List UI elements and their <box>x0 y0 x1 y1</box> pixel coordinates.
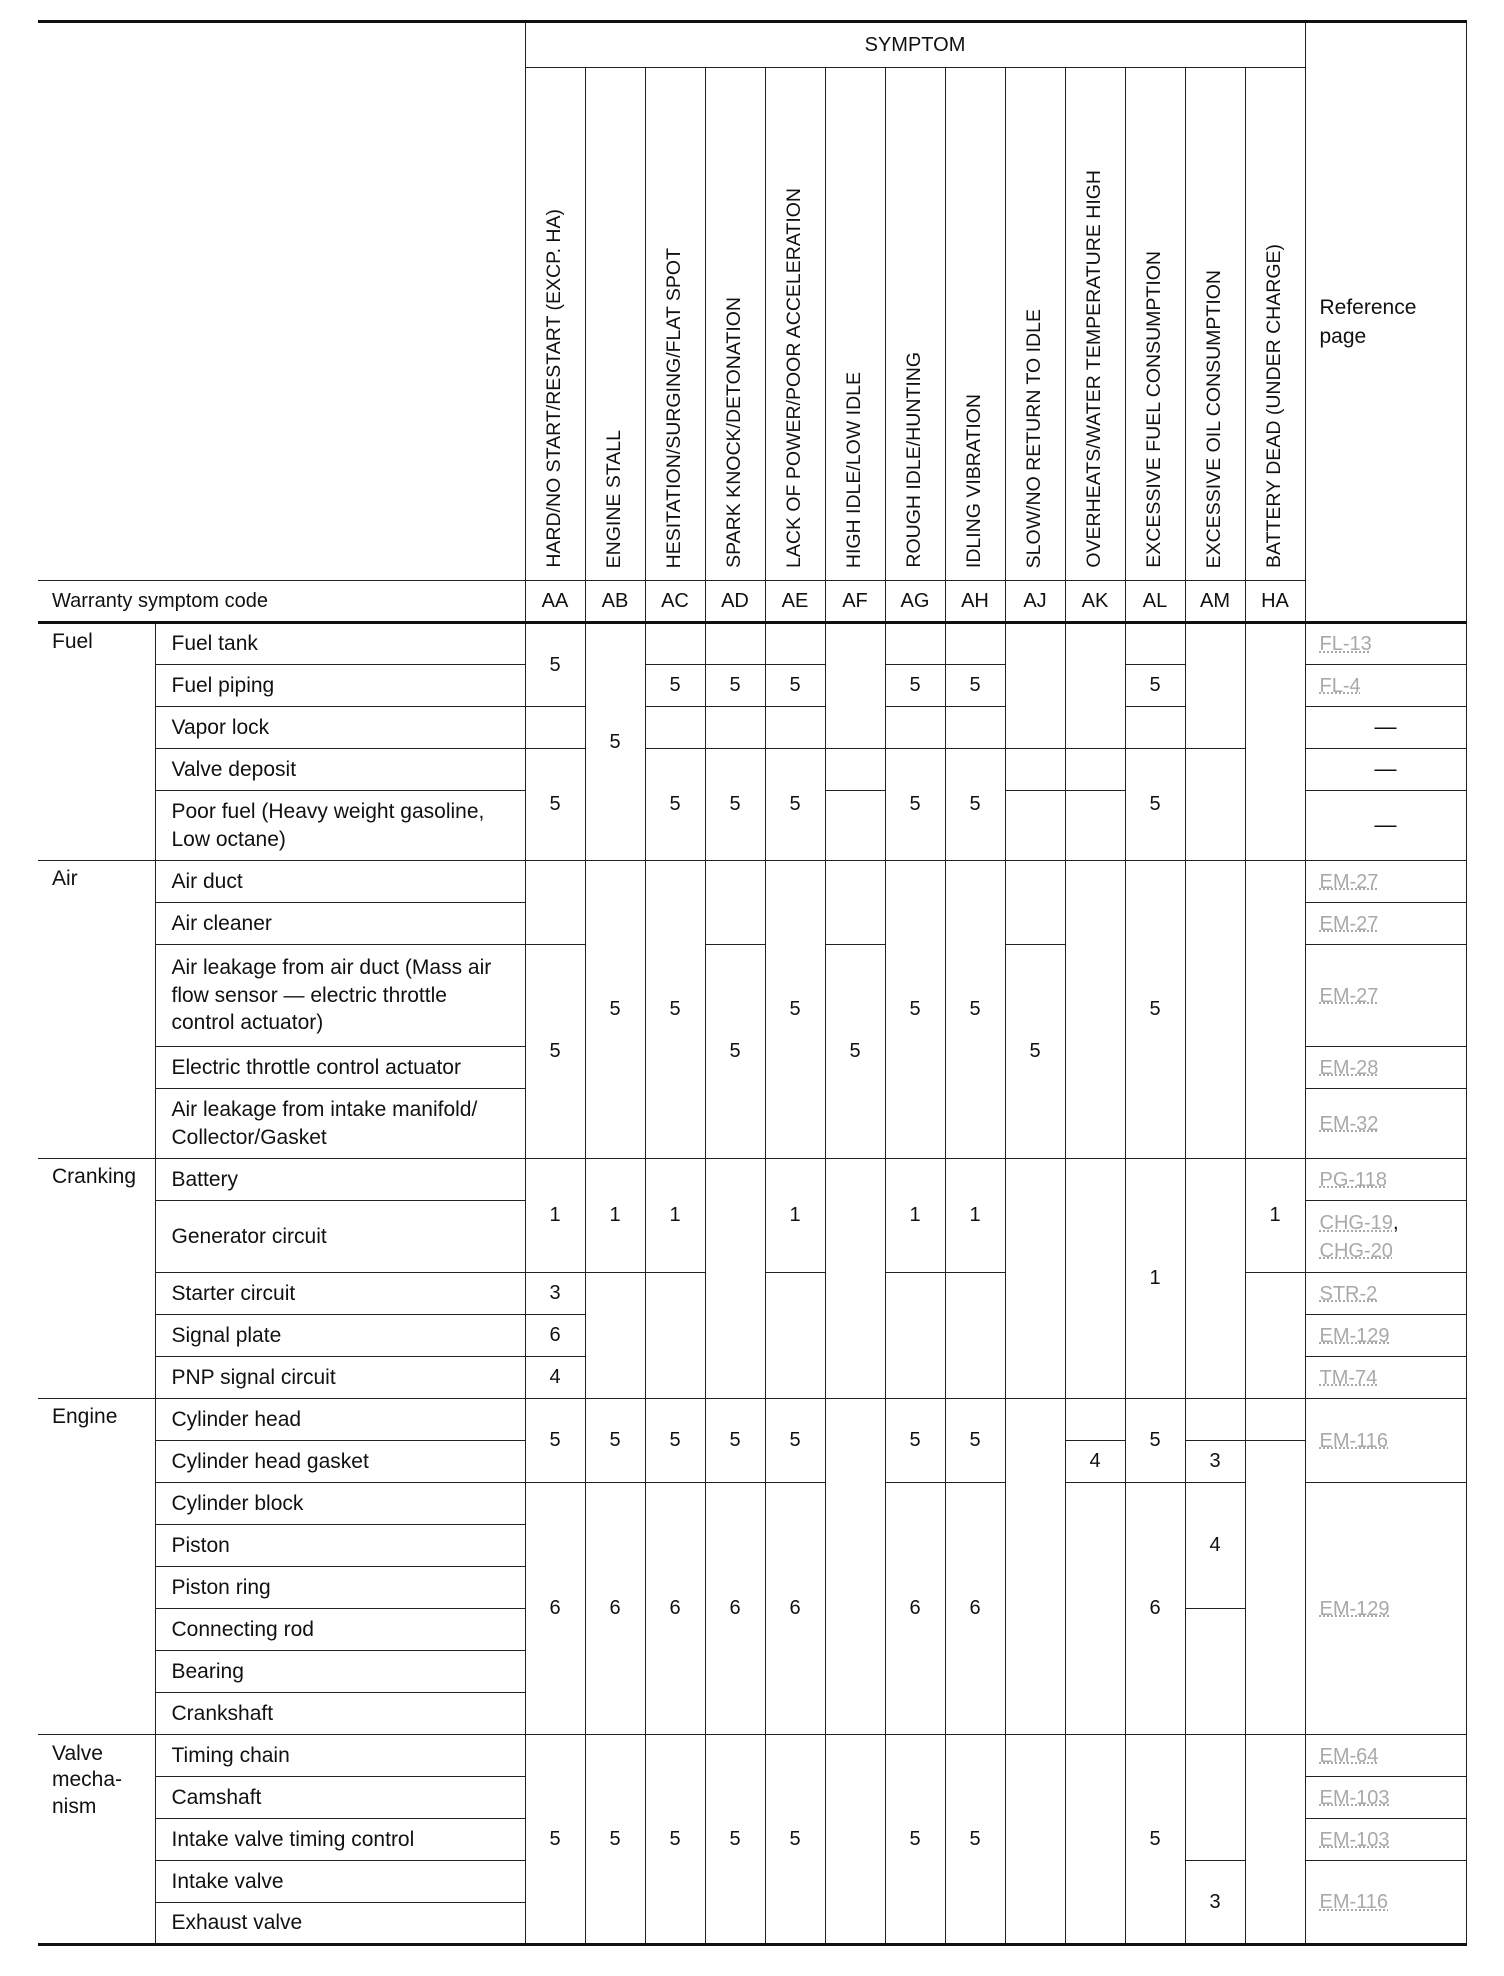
value-cell: 5 <box>885 861 945 1159</box>
ref-em27[interactable] <box>1305 903 1466 945</box>
item-pnp: PNP signal circuit <box>155 1357 525 1399</box>
value-cell: 5 <box>765 861 825 1159</box>
category-engine: Engine <box>38 1399 155 1735</box>
reference-link[interactable]: EM-103 <box>1319 1828 1390 1851</box>
symptom-label: HARD/NO START/RESTART (EXCP. HA) <box>543 209 566 568</box>
symptom-label: BATTERY DEAD (UNDER CHARGE) <box>1263 244 1286 568</box>
empty-cell <box>645 707 705 749</box>
item-exhaust-valve: Exhaust valve <box>155 1903 525 1945</box>
item-air-cleaner: Air cleaner <box>155 903 525 945</box>
empty-cell <box>1245 1735 1305 1945</box>
value-cell: 5 <box>705 1399 765 1483</box>
symptom-code: AF <box>825 581 885 623</box>
empty-cell <box>705 623 765 665</box>
reference-link[interactable]: EM-64 <box>1319 1744 1379 1767</box>
item-conn-rod: Connecting rod <box>155 1609 525 1651</box>
symptom-col-ag <box>885 68 945 581</box>
category-air: Air <box>38 861 155 1159</box>
value-cell: 5 <box>1125 1399 1185 1483</box>
empty-cell <box>1065 623 1125 749</box>
empty-cell <box>1065 1159 1125 1399</box>
symptom-diagnosis-table <box>38 20 1467 1946</box>
ref-pg118[interactable] <box>1305 1159 1466 1201</box>
value-cell: 5 <box>525 1735 585 1945</box>
value-cell: 6 <box>705 1483 765 1735</box>
value-cell: 5 <box>885 1735 945 1945</box>
item-cyl-head: Cylinder head <box>155 1399 525 1441</box>
reference-link[interactable]: FL-13 <box>1319 633 1372 656</box>
ref-em103[interactable] <box>1305 1819 1466 1861</box>
empty-cell <box>1185 623 1245 749</box>
value-cell: 5 <box>1125 749 1185 861</box>
empty-cell <box>1185 749 1245 861</box>
value-cell: 5 <box>585 1735 645 1945</box>
empty-cell <box>1185 1159 1245 1399</box>
reference-link[interactable]: TM-74 <box>1319 1366 1378 1389</box>
symptom-label: HESITATION/SURGING/FLAT SPOT <box>663 247 686 568</box>
value-cell: 1 <box>765 1159 825 1273</box>
value-cell: 5 <box>945 1399 1005 1483</box>
item-cyl-head-gasket: Cylinder head gasket <box>155 1441 525 1483</box>
reference-link[interactable]: EM-103 <box>1319 1786 1390 1809</box>
item-intake-valve: Intake valve <box>155 1861 525 1903</box>
symptom-col-ae <box>765 68 825 581</box>
symptom-code: AK <box>1065 581 1125 623</box>
value-cell: 5 <box>585 623 645 861</box>
value-cell: 1 <box>1125 1159 1185 1399</box>
value-cell: 6 <box>585 1483 645 1735</box>
value-cell: 6 <box>945 1483 1005 1735</box>
ref-none: — <box>1305 749 1466 791</box>
ref-em129[interactable] <box>1305 1483 1466 1735</box>
item-air-leak-manifold: Air leakage from intake manifold/ Collector/Gasket <box>155 1089 525 1159</box>
empty-cell <box>825 1399 885 1735</box>
empty-cell <box>945 623 1005 665</box>
item-bearing: Bearing <box>155 1651 525 1693</box>
symptom-code: AD <box>705 581 765 623</box>
value-cell: 5 <box>1125 861 1185 1159</box>
value-cell: 5 <box>525 749 585 861</box>
symptom-label: ENGINE STALL <box>603 429 626 568</box>
item-timing-chain: Timing chain <box>155 1735 525 1777</box>
empty-cell <box>1005 1399 1065 1735</box>
value-cell: 5 <box>765 1399 825 1483</box>
value-cell: 1 <box>1245 1159 1305 1273</box>
symptom-col-am <box>1185 68 1245 581</box>
reference-link[interactable]: STR-2 <box>1319 1282 1378 1305</box>
symptom-title: SYMPTOM <box>525 22 1305 68</box>
empty-cell <box>765 707 825 749</box>
value-cell: 5 <box>945 749 1005 861</box>
value-cell: 5 <box>945 861 1005 1159</box>
symptom-code: AM <box>1185 581 1245 623</box>
symptom-label: SPARK KNOCK/DETONATION <box>723 297 746 568</box>
item-fuel-tank: Fuel tank <box>155 623 525 665</box>
reference-link[interactable]: FL-4 <box>1319 674 1361 697</box>
value-cell: 5 <box>645 1399 705 1483</box>
symptom-code: AC <box>645 581 705 623</box>
symptom-label: EXCESSIVE FUEL CONSUMPTION <box>1143 251 1166 568</box>
empty-cell <box>1065 791 1125 861</box>
value-cell: 1 <box>885 1159 945 1273</box>
value-cell: 5 <box>645 749 705 861</box>
category-cranking: Cranking <box>38 1159 155 1399</box>
symptom-code: AE <box>765 581 825 623</box>
category-valve-mechanism: Valve mecha- nism <box>38 1735 155 1945</box>
item-generator: Generator circuit <box>155 1201 525 1273</box>
symptom-col-ak <box>1065 68 1125 581</box>
empty-cell <box>825 749 885 791</box>
symptom-col-aj <box>1005 68 1065 581</box>
empty-cell <box>1005 1159 1065 1399</box>
symptom-code: AB <box>585 581 645 623</box>
header-blank <box>38 22 525 581</box>
empty-cell <box>1245 1441 1305 1735</box>
ref-str2[interactable] <box>1305 1273 1466 1315</box>
item-ivtc: Intake valve timing control <box>155 1819 525 1861</box>
reference-link[interactable]: EM-116 <box>1319 1429 1389 1452</box>
empty-cell <box>1005 861 1065 945</box>
item-vapor-lock: Vapor lock <box>155 707 525 749</box>
empty-cell <box>1185 1735 1245 1861</box>
empty-cell <box>525 861 585 945</box>
empty-cell <box>945 1273 1005 1399</box>
item-piston: Piston <box>155 1525 525 1567</box>
value-cell: 6 <box>765 1483 825 1735</box>
empty-cell <box>705 861 765 945</box>
symptom-code: AG <box>885 581 945 623</box>
ref-fl13[interactable] <box>1305 623 1466 665</box>
value-cell: 5 <box>585 861 645 1159</box>
empty-cell <box>1245 1273 1305 1399</box>
symptom-code: HA <box>1245 581 1305 623</box>
value-cell: 3 <box>1185 1441 1245 1483</box>
symptom-label: OVERHEATS/WATER TEMPERATURE HIGH <box>1083 170 1106 568</box>
symptom-col-af <box>825 68 885 581</box>
reference-link[interactable]: CHG-19 <box>1319 1212 1393 1235</box>
value-cell: 6 <box>1125 1483 1185 1735</box>
value-cell: 5 <box>585 1399 645 1483</box>
empty-cell <box>1185 1399 1245 1441</box>
symptom-col-ad <box>705 68 765 581</box>
empty-cell <box>765 623 825 665</box>
ref-em64[interactable] <box>1305 1735 1466 1777</box>
reference-link[interactable]: EM-28 <box>1319 1056 1379 1079</box>
item-piston-ring: Piston ring <box>155 1567 525 1609</box>
item-cyl-block: Cylinder block <box>155 1483 525 1525</box>
value-cell: 6 <box>525 1483 585 1735</box>
ref-em27[interactable] <box>1305 861 1466 903</box>
empty-cell <box>645 623 705 665</box>
symptom-label: EXCESSIVE OIL CONSUMPTION <box>1203 269 1226 568</box>
reference-link[interactable]: EM-27 <box>1319 870 1379 893</box>
reference-link[interactable]: EM-27 <box>1319 912 1379 935</box>
symptom-col-aa <box>525 68 585 581</box>
symptom-label: SLOW/NO RETURN TO IDLE <box>1023 308 1046 568</box>
empty-cell <box>525 707 585 749</box>
symptom-col-ah <box>945 68 1005 581</box>
diagnosis-table-container <box>38 20 1466 1946</box>
ref-em129[interactable] <box>1305 1315 1466 1357</box>
value-cell: 5 <box>945 1735 1005 1945</box>
value-cell: 1 <box>525 1159 585 1273</box>
symptom-label: LACK OF POWER/POOR ACCELERATION <box>783 188 806 568</box>
value-cell: 5 <box>1125 665 1185 707</box>
reference-link[interactable]: PG-118 <box>1319 1168 1387 1191</box>
empty-cell <box>1185 861 1245 1159</box>
empty-cell <box>765 1273 825 1399</box>
value-cell: 5 <box>525 1399 585 1483</box>
empty-cell <box>705 1159 765 1399</box>
value-cell: 6 <box>525 1315 585 1357</box>
value-cell: 5 <box>765 749 825 861</box>
value-cell: 1 <box>645 1159 705 1273</box>
value-cell: 4 <box>1185 1483 1245 1609</box>
value-cell: 5 <box>885 749 945 861</box>
empty-cell <box>1065 749 1125 791</box>
reference-link[interactable]: EM-32 <box>1319 1112 1379 1135</box>
empty-cell <box>1065 1735 1125 1945</box>
value-cell: 5 <box>645 665 705 707</box>
empty-cell <box>825 1159 885 1399</box>
item-signal-plate: Signal plate <box>155 1315 525 1357</box>
item-etc-actuator: Electric throttle control actuator <box>155 1047 525 1089</box>
value-cell: 5 <box>705 665 765 707</box>
empty-cell <box>825 1735 885 1945</box>
reference-link[interactable]: EM-129 <box>1319 1324 1390 1347</box>
ref-em116[interactable] <box>1305 1399 1466 1483</box>
warranty-code-label: Warranty symptom code <box>38 581 525 623</box>
empty-cell <box>1005 791 1065 861</box>
empty-cell <box>1065 1399 1125 1441</box>
ref-none: — <box>1305 707 1466 749</box>
ref-fl4[interactable] <box>1305 665 1466 707</box>
value-cell: 3 <box>1185 1861 1245 1945</box>
empty-cell <box>1065 861 1125 1159</box>
value-cell: 5 <box>1005 945 1065 1159</box>
value-cell: 5 <box>705 945 765 1159</box>
item-starter: Starter circuit <box>155 1273 525 1315</box>
value-cell: 5 <box>765 665 825 707</box>
empty-cell <box>1005 749 1065 791</box>
empty-cell <box>825 623 885 749</box>
value-cell: 4 <box>525 1357 585 1399</box>
empty-cell <box>585 1273 645 1399</box>
empty-cell <box>825 861 885 945</box>
value-cell: 5 <box>525 945 585 1159</box>
empty-cell <box>1005 1735 1065 1945</box>
value-cell: 1 <box>945 1159 1005 1273</box>
ref-em28[interactable] <box>1305 1047 1466 1089</box>
symptom-col-ha <box>1245 68 1305 581</box>
empty-cell <box>1185 1609 1245 1735</box>
empty-cell <box>1125 623 1185 665</box>
item-battery: Battery <box>155 1159 525 1201</box>
value-cell: 5 <box>645 861 705 1159</box>
value-cell: 5 <box>825 945 885 1159</box>
empty-cell <box>1125 707 1185 749</box>
symptom-label: ROUGH IDLE/HUNTING <box>903 352 926 568</box>
empty-cell <box>645 1273 705 1399</box>
item-crankshaft: Crankshaft <box>155 1693 525 1735</box>
symptom-code: AH <box>945 581 1005 623</box>
empty-cell <box>705 707 765 749</box>
value-cell: 5 <box>945 665 1005 707</box>
symptom-col-ac <box>645 68 705 581</box>
value-cell: 4 <box>1065 1441 1125 1483</box>
ref-em27[interactable] <box>1305 945 1466 1047</box>
empty-cell <box>945 707 1005 749</box>
empty-cell <box>1245 623 1305 861</box>
value-cell: 5 <box>645 1735 705 1945</box>
symptom-col-al <box>1125 68 1185 581</box>
ref-em116[interactable] <box>1305 1861 1466 1945</box>
value-cell: 1 <box>585 1159 645 1273</box>
reference-page-header: Reference page <box>1305 22 1466 623</box>
symptom-col-ab <box>585 68 645 581</box>
symptom-label: IDLING VIBRATION <box>963 393 986 568</box>
ref-em32[interactable] <box>1305 1089 1466 1159</box>
item-poor-fuel: Poor fuel (Heavy weight gasoline, Low octane) <box>155 791 525 861</box>
empty-cell <box>885 707 945 749</box>
empty-cell <box>885 623 945 665</box>
value-cell: 5 <box>705 749 765 861</box>
empty-cell <box>885 1273 945 1399</box>
symptom-label: HIGH IDLE/LOW IDLE <box>843 371 866 568</box>
value-cell: 5 <box>885 1399 945 1483</box>
reference-link[interactable]: EM-27 <box>1319 984 1379 1007</box>
value-cell: 5 <box>765 1735 825 1945</box>
symptom-code: AL <box>1125 581 1185 623</box>
value-cell: 5 <box>525 623 585 707</box>
reference-link[interactable]: EM-129 <box>1319 1597 1390 1620</box>
empty-cell <box>1065 1483 1125 1735</box>
item-fuel-piping: Fuel piping <box>155 665 525 707</box>
reference-link[interactable]: EM-116 <box>1319 1891 1389 1914</box>
symptom-code: AA <box>525 581 585 623</box>
empty-cell <box>1005 623 1065 749</box>
reference-link[interactable]: CHG-20 <box>1319 1239 1393 1262</box>
ref-chg[interactable]: CHG-19, CHG-20 <box>1305 1201 1466 1273</box>
item-air-leak-duct: Air leakage from air duct (Mass air flow sensor — electric throttle control actuator) <box>155 945 525 1047</box>
value-cell: 6 <box>885 1483 945 1735</box>
empty-cell <box>1245 861 1305 1159</box>
value-cell: 5 <box>885 665 945 707</box>
empty-cell <box>825 791 885 861</box>
value-cell: 6 <box>645 1483 705 1735</box>
ref-tm74[interactable] <box>1305 1357 1466 1399</box>
value-cell: 5 <box>1125 1735 1185 1945</box>
item-camshaft: Camshaft <box>155 1777 525 1819</box>
ref-none: — <box>1305 791 1466 861</box>
value-cell: 3 <box>525 1273 585 1315</box>
ref-em103[interactable] <box>1305 1777 1466 1819</box>
symptom-code: AJ <box>1005 581 1065 623</box>
value-cell: 5 <box>705 1735 765 1945</box>
item-air-duct: Air duct <box>155 861 525 903</box>
empty-cell <box>1245 1399 1305 1441</box>
item-valve-deposit: Valve deposit <box>155 749 525 791</box>
category-fuel: Fuel <box>38 623 155 861</box>
